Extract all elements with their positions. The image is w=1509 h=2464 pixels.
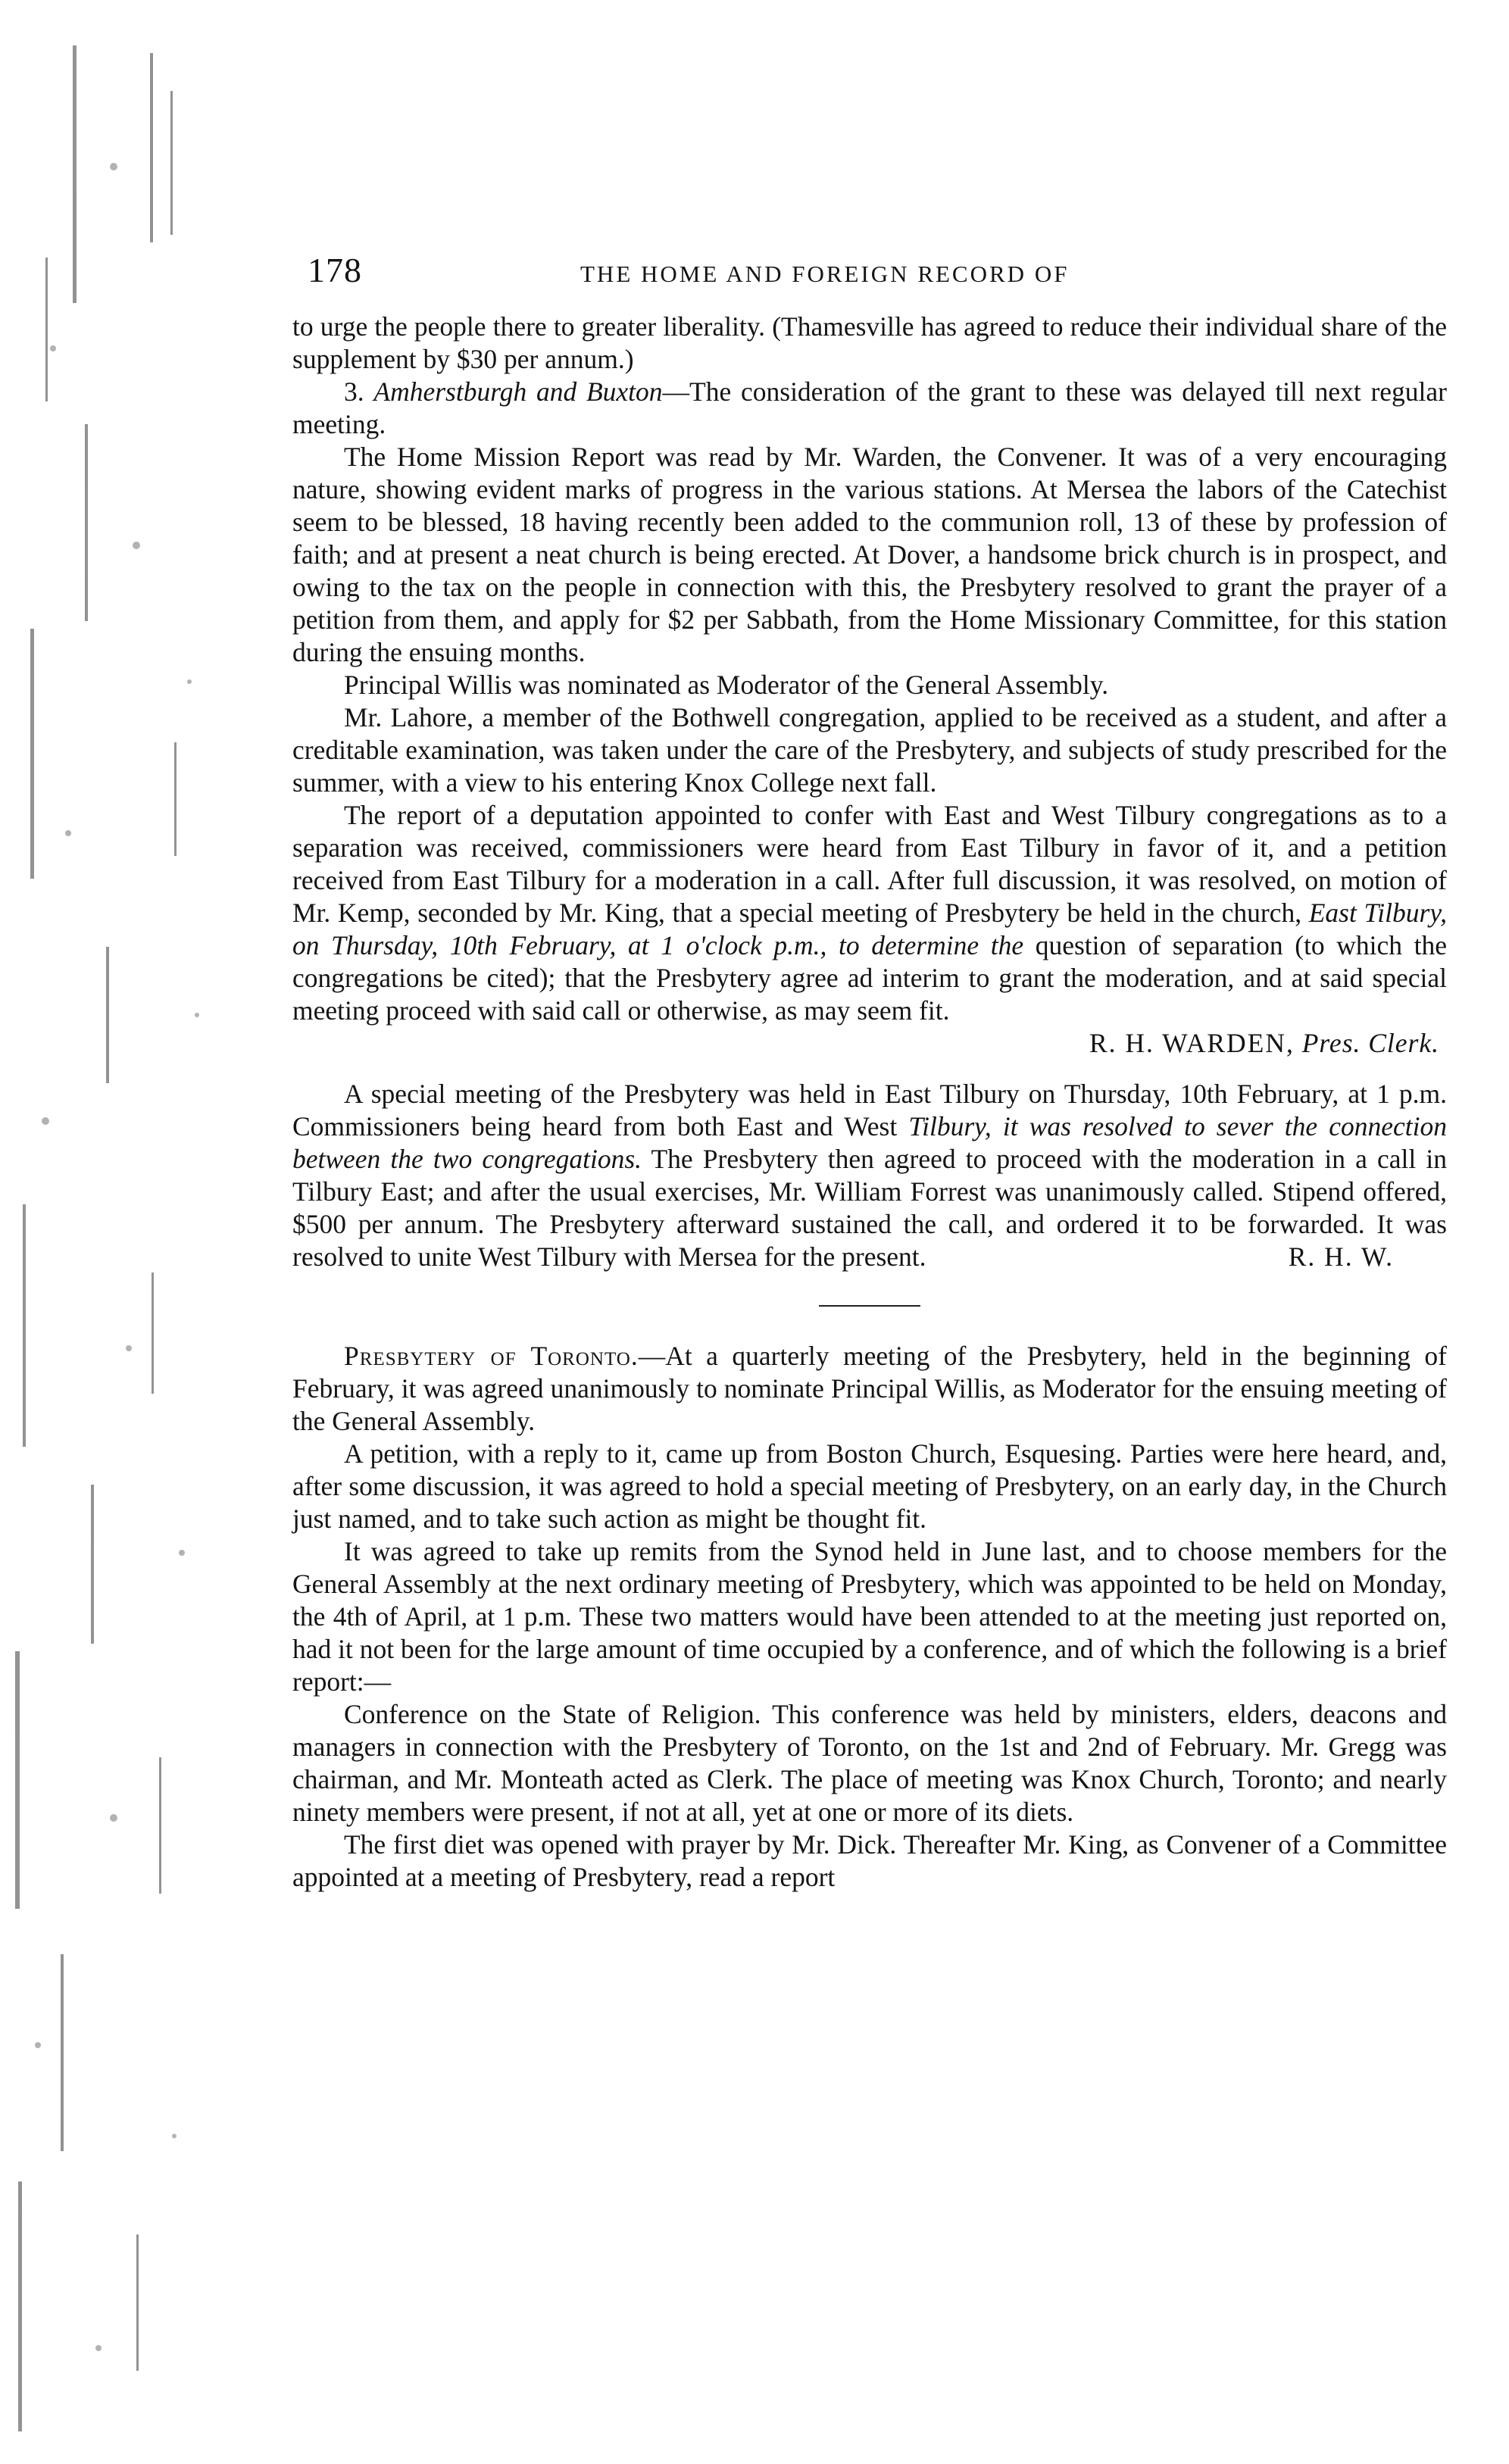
paragraph: The first diet was opened with prayer by Mr. Dick. Thereafter Mr. King, as Convener of a Committee appointed at a meeting of Presbytery, read a report [292,1829,1447,1892]
emphasis-text: East Tilbury, on Thursday, 10th February, at 1 o'clock p.m., to determine the [292,898,1447,960]
paragraph [292,376,1447,441]
scan-margin-noise [0,0,250,2464]
paragraph: A petition, with a reply to it, came up from Boston Church, Esquesing. Parties were here heard, and, after some discussion, it was agreed to hold a special meeting of Presbytery, on an early day, in the Church just named, and to take such action as might be thought fit. [292,1438,1447,1534]
item-number: 3. [344,376,364,407]
paragraph-text: The Presbytery then agreed to proceed with the moderation in a call in Tilbury East; and after the usual exercises, Mr. William Forrest was unanimously called. Stipend offered, $500 per annum. The Presbytery afterward sustained the call, and ordered it to be forwarded. It was resolved to unite West Tilbury with Mersea for the present. [292,1144,1447,1272]
paragraph: Conference on the State of Religion. This conference was held by ministers, elders, deacons and managers in connection with the Presbytery of Toronto, on the 1st and 2nd of February. Mr. Gregg was chairman, and Mr. Monteath acted as Clerk. The place of meeting was Knox Church, Toronto; and nearly ninety members were present, if not at all, yet at one or more of its diets. [292,1699,1447,1827]
paragraph [292,799,1447,1027]
place-name: Amherstburgh and Buxton [373,376,663,407]
paragraph [292,1078,1447,1273]
paragraph: It was agreed to take up remits from the Synod held in June last, and to choose members for the General Assembly at the next ordinary meeting of Presbytery, which was appointed to be held on Monday, the 4th of April, at 1 p.m. These two matters would have been attended to at the meeting just reported on, had it not been for the large amount of time occupied by a conference, and of which the following is a brief report:— [292,1536,1447,1697]
signature [292,1027,1447,1060]
signature-title: Pres. Clerk. [1301,1028,1439,1058]
paragraph: Principal Willis was nominated as Moderator of the General Assembly. [344,670,1109,700]
page-number: 178 [308,251,362,289]
paragraph: to urge the people there to greater liberality. (Thamesville has agreed to reduce their individual share of the supplement by $30 per annum.) [292,311,1447,374]
paragraph [292,1340,1447,1438]
paragraph: The Home Mission Report was read by Mr. Warden, the Convener. It was of a very encouraging nature, showing evident marks of progress in the various stations. At Mersea the labors of the Catechist seem to be blessed, 18 having recently been added to the communion roll, 13 of these by profession of faith; and at present a neat church is being erected. At Dover, a handsome brick church is in prospect, and owing to the tax on the people in connection with this, the Presbytery resolved to grant the prayer of a petition from them, and apply for $2 per Sabbath, from the Home Missionary Committee, for this station during the ensuing months. [292,442,1447,667]
spacer [292,1060,1447,1078]
section-heading: Presbytery of Toronto. [344,1341,639,1371]
paragraph-text: question of separation (to which the congregations be cited); that the Presbytery agree ad interim to grant the moderation, and at said special meeting proceed with said call or otherwise, as may seem fit. [292,930,1447,1026]
paragraph: Mr. Lahore, a member of the Bothwell congregation, applied to be received as a student, and after a creditable examination, was taken under the care of the Presbytery, and subjects of study prescribed for the summer, with a view to his entering Knox College next fall. [292,702,1447,798]
page-content [292,250,1447,1894]
signature-name: R. H. WARDEN, [1089,1028,1295,1058]
emphasis-text: Tilbury, it was resolved to sever the connection between the two congregations. [292,1111,1448,1174]
paragraph-text: The report of a deputation appointed to confer with East and West Tilbury congregations as to a separation was received, commissioners were heard from East Tilbury in favor of it, and a petition received from East Tilbury for a moderation in a call. After full discussion, it was resolved, on motion of Mr. Kemp, seconded by Mr. King, that a special meeting of Presbytery be held in the church, [292,800,1447,928]
paragraph-text: A special meeting of the Presbytery was held in East Tilbury on Thursday, 10th February, at 1 p.m. Commissioners being heard from both East and West [292,1079,1447,1141]
paragraph-text: —At a quarterly meeting of the Presbytery, held in the beginning of February, it was agreed unanimously to nominate Principal Willis, as Moderator for the ensuing meeting of the General Assembly. [292,1341,1447,1436]
paragraph-text: —The consideration of the grant to these was delayed till next regular meeting. [292,376,1448,439]
section-divider [819,1305,920,1307]
page-header [292,250,1447,311]
toronto-report [292,1340,1447,1894]
running-head: THE HOME AND FOREIGN RECORD OF [580,261,1070,287]
chatham-report [292,311,1447,1273]
signature-initials: R. H. W. [1288,1241,1394,1272]
